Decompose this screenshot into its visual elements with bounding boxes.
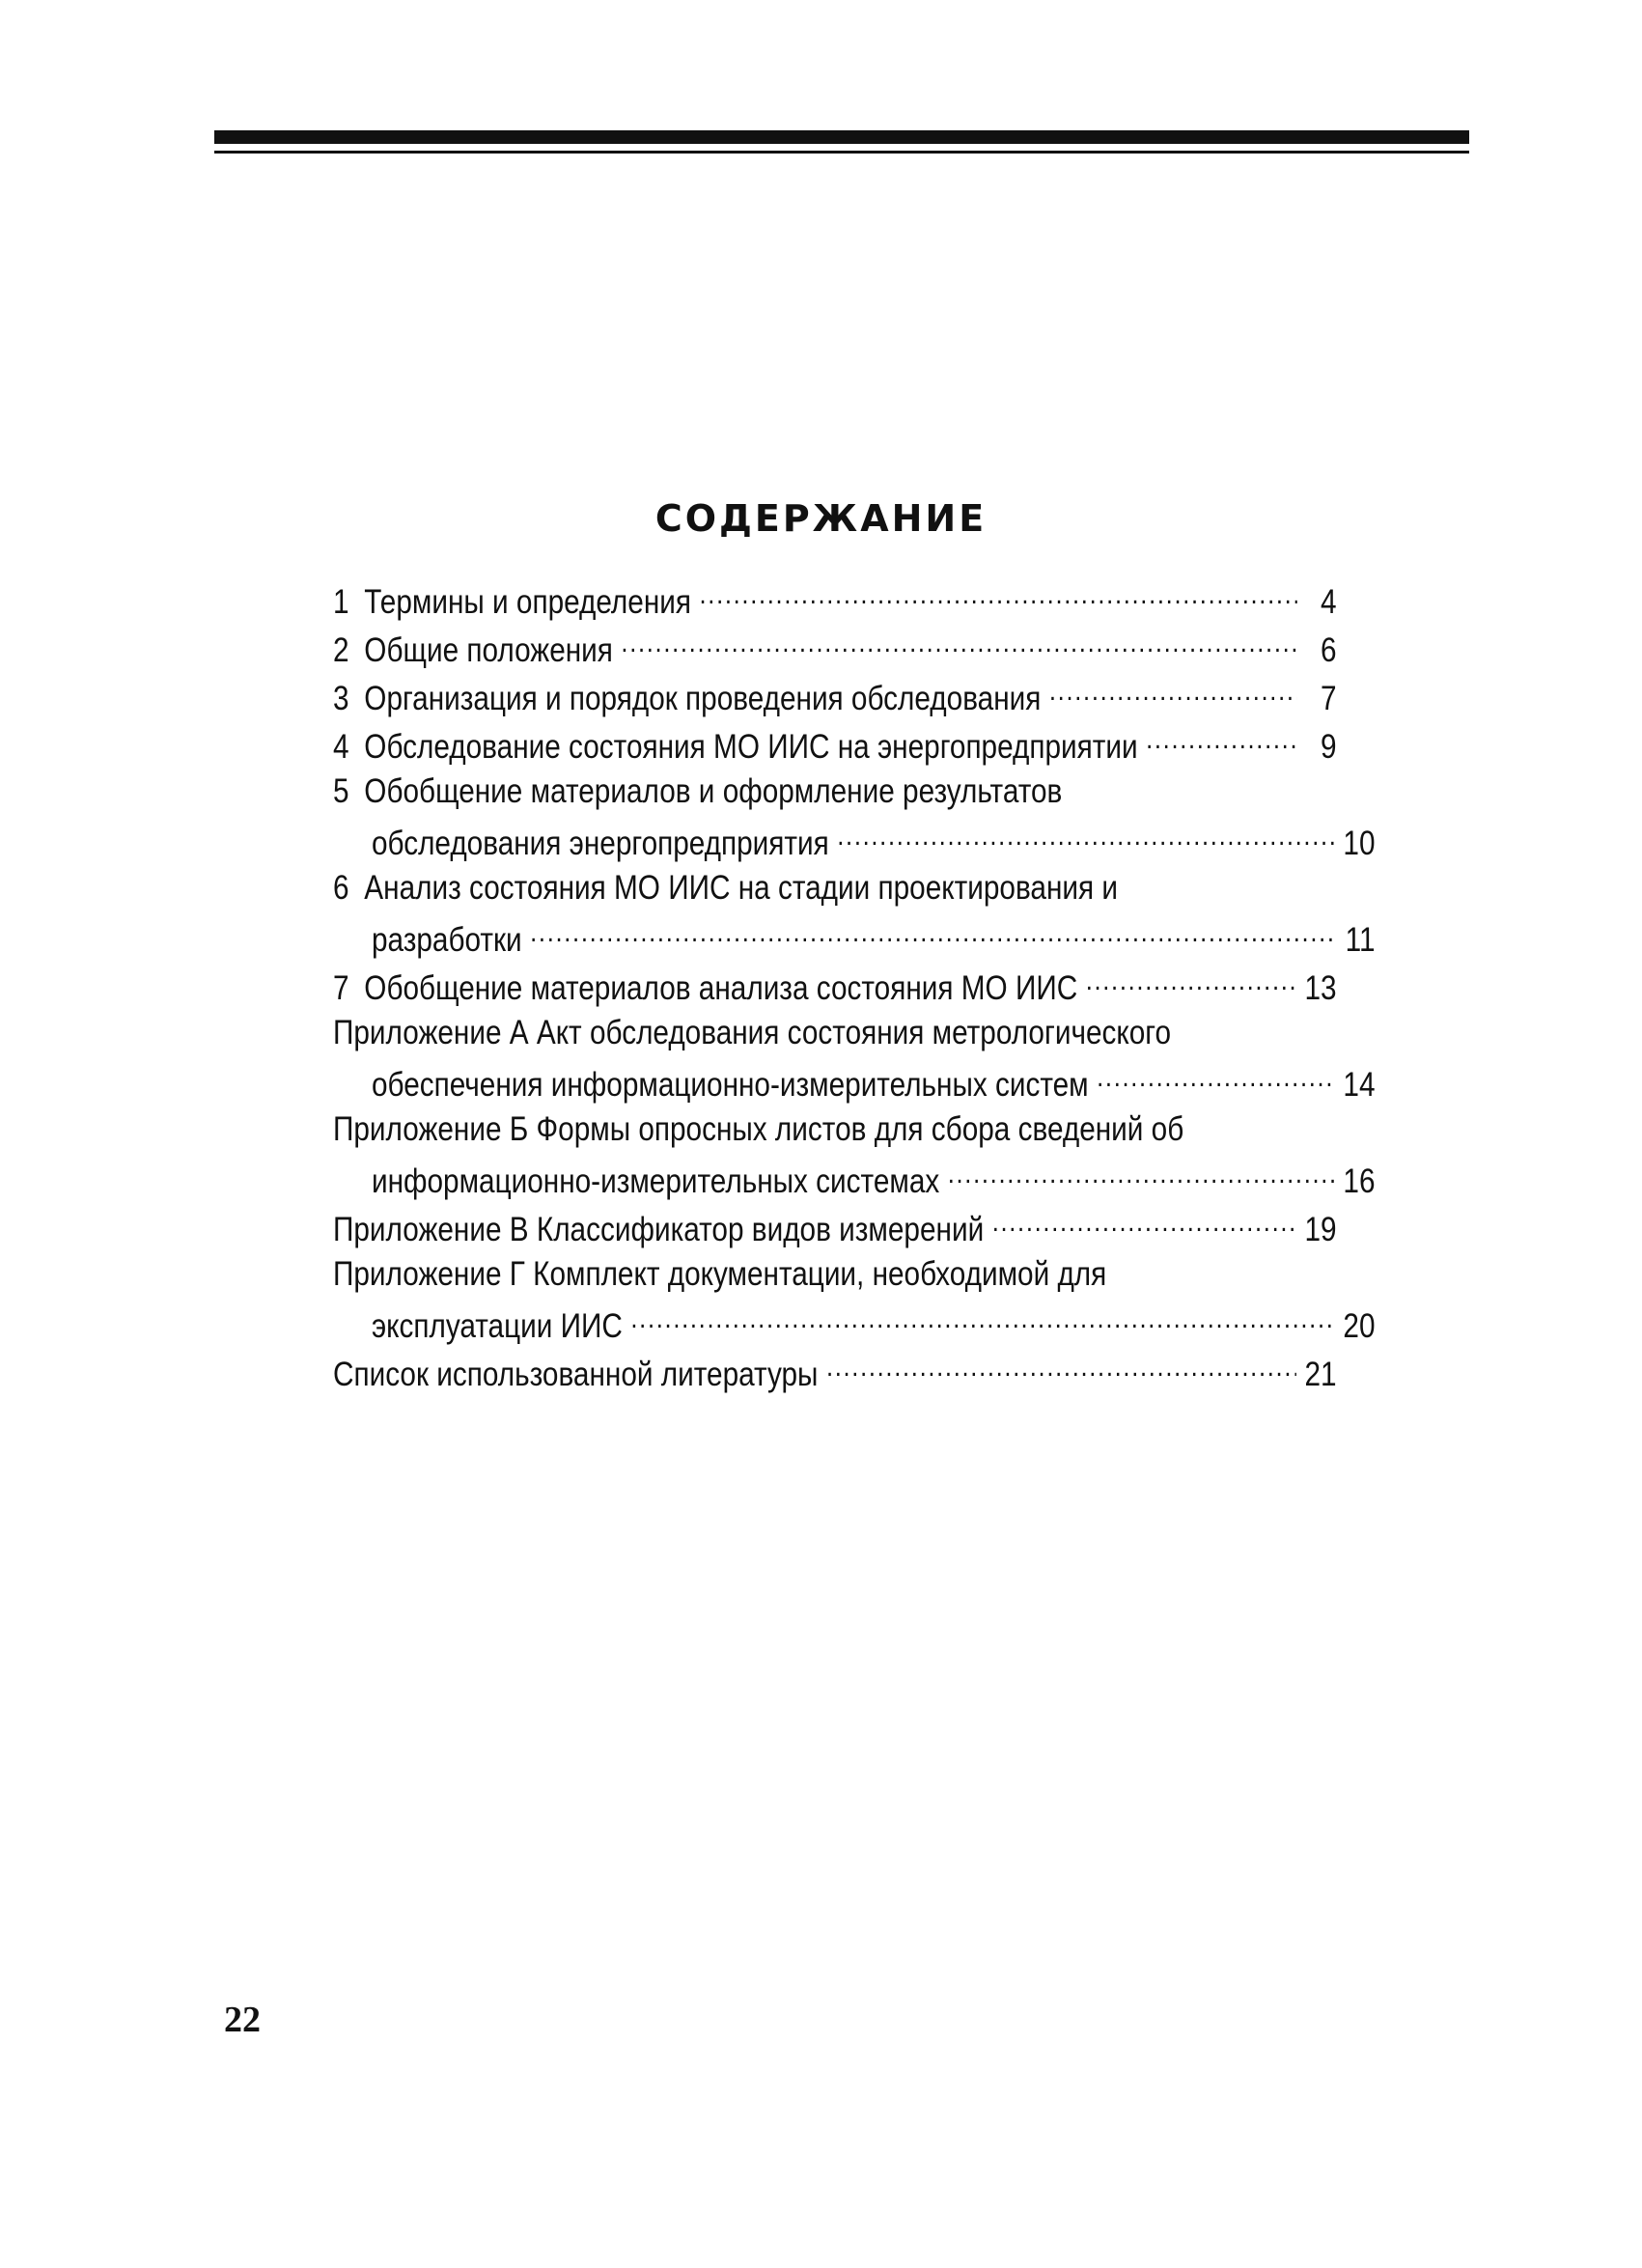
toc-entry-page: 9 xyxy=(1321,728,1337,766)
toc-entry xyxy=(333,724,1337,772)
toc-leader-dots xyxy=(699,579,1296,613)
toc-leader-dots xyxy=(992,1207,1296,1241)
toc-entry xyxy=(333,1352,1337,1400)
toc-entry-label: Приложение В Классификатор видов измерений xyxy=(333,1211,985,1248)
toc-entry xyxy=(333,628,1337,676)
toc-entry xyxy=(333,1110,1337,1159)
toc-entry-page: 13 xyxy=(1304,969,1337,1007)
toc-entry-page: 4 xyxy=(1321,583,1337,621)
toc-entry-page: 19 xyxy=(1304,1211,1337,1248)
toc-entry-number: 5 xyxy=(333,772,349,810)
toc-title: СОДЕРЖАНИЕ xyxy=(654,497,988,540)
header-rule-thick xyxy=(214,130,1469,144)
table-of-contents xyxy=(333,579,1376,1400)
header-rule-thin xyxy=(214,151,1469,154)
toc-leader-dots xyxy=(530,917,1336,951)
toc-entry-label: Приложение А Акт обследования состояния метрологического xyxy=(333,1014,1172,1051)
toc-entry-page: 20 xyxy=(1343,1307,1376,1345)
toc-entry-label-cont: информационно-измерительных системах xyxy=(371,1162,940,1200)
toc-entry-continuation xyxy=(333,1303,1376,1352)
toc-entry-label: Список использованной литературы xyxy=(333,1356,819,1393)
toc-entry-number: 4 xyxy=(333,728,349,766)
toc-entry xyxy=(333,1014,1337,1062)
toc-entry-label: Приложение Г Комплект документации, необходимой для xyxy=(333,1255,1107,1293)
toc-entry-label-cont: обеспечения информационно-измерительных систем xyxy=(371,1066,1089,1104)
toc-entry-page: 16 xyxy=(1343,1162,1376,1200)
toc-entry-page: 6 xyxy=(1321,631,1337,669)
toc-leader-dots xyxy=(1146,724,1297,758)
toc-entry-continuation xyxy=(333,917,1376,966)
toc-entry-label: Организация и порядок проведения обследования xyxy=(364,680,1042,717)
toc-entry-page: 7 xyxy=(1321,680,1337,717)
toc-entry-number: 2 xyxy=(333,631,349,669)
toc-entry-page: 21 xyxy=(1304,1356,1337,1393)
toc-leader-dots xyxy=(826,1352,1296,1386)
toc-entry-label: Термины и определения xyxy=(364,583,691,621)
toc-leader-dots xyxy=(621,628,1296,661)
toc-entry-page: 14 xyxy=(1343,1066,1376,1104)
toc-entry xyxy=(333,1255,1337,1303)
toc-entry-label: Общие положения xyxy=(364,631,613,669)
toc-leader-dots xyxy=(630,1303,1335,1337)
toc-entry xyxy=(333,869,1337,917)
toc-leader-dots xyxy=(1097,1062,1335,1096)
page-number: 22 xyxy=(224,2000,261,2040)
toc-entry xyxy=(333,1207,1337,1255)
toc-entry-number: 7 xyxy=(333,969,349,1007)
toc-leader-dots xyxy=(1049,676,1297,710)
toc-entry-page: 10 xyxy=(1343,825,1376,862)
toc-entry-continuation xyxy=(333,821,1376,869)
toc-entry xyxy=(333,676,1337,724)
toc-entry-label-cont: обследования энергопредприятия xyxy=(371,825,829,862)
toc-entry xyxy=(333,579,1337,628)
toc-entry-label-cont: эксплуатации ИИС xyxy=(371,1307,623,1345)
toc-leader-dots xyxy=(948,1159,1335,1192)
toc-entry-label-cont: разработки xyxy=(371,921,522,959)
toc-entry-continuation xyxy=(333,1062,1376,1110)
toc-entry-number: 1 xyxy=(333,583,349,621)
toc-leader-dots xyxy=(1086,966,1296,999)
toc-entry-label: Обследование состояния МО ИИС на энергопредприятии xyxy=(364,728,1138,766)
toc-entry-label: Анализ состояния МО ИИС на стадии проектирования и xyxy=(364,869,1119,907)
toc-entry-page: 11 xyxy=(1345,921,1376,959)
toc-entry-number: 6 xyxy=(333,869,349,907)
toc-entry xyxy=(333,772,1337,821)
toc-entry xyxy=(333,966,1337,1014)
toc-entry-label: Обобщение материалов анализа состояния МО ИИС xyxy=(364,969,1078,1007)
toc-entry-number: 3 xyxy=(333,680,349,717)
toc-leader-dots xyxy=(837,821,1335,854)
toc-entry-label: Приложение Б Формы опросных листов для сбора сведений об xyxy=(333,1110,1184,1148)
toc-entry-label: Обобщение материалов и оформление результатов xyxy=(364,772,1063,810)
toc-entry-continuation xyxy=(333,1159,1376,1207)
